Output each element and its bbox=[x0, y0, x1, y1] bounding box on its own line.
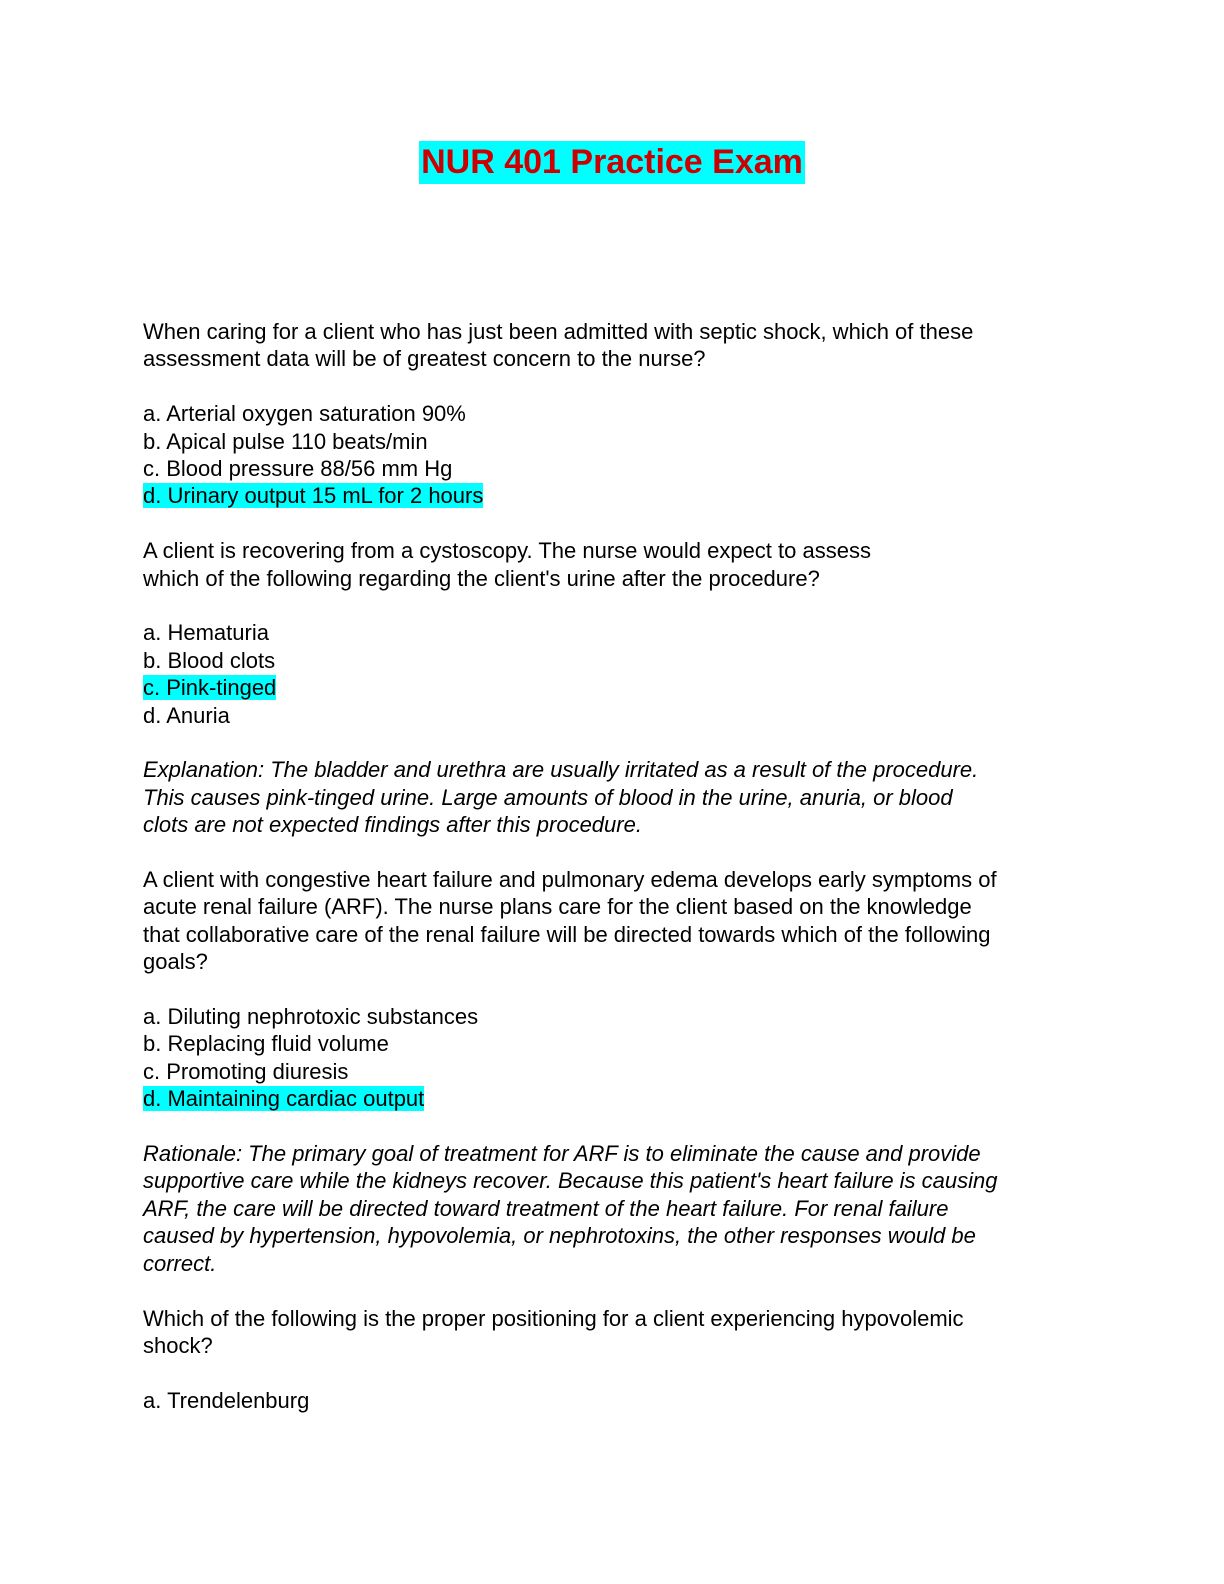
question-1-stem-line: When caring for a client who has just been admitted with septic shock, which of these bbox=[143, 319, 974, 344]
rationale-line: Rationale: The primary goal of treatment for ARF is to eliminate the cause and provide bbox=[143, 1141, 981, 1167]
explanation-line: Explanation: The bladder and urethra are usually irritated as a result of the procedure. bbox=[143, 757, 979, 783]
rationale-line: correct. bbox=[143, 1250, 217, 1276]
question-1-option-a: a. Arterial oxygen saturation 90% bbox=[143, 401, 466, 427]
question-4-stem-line: shock? bbox=[143, 1332, 213, 1358]
question-4-stem bbox=[143, 1305, 1103, 1360]
question-1-option-b: b. Apical pulse 110 beats/min bbox=[143, 428, 428, 454]
question-4-stem-line: Which of the following is the proper positioning for a client experiencing hypovolemic bbox=[143, 1305, 964, 1331]
question-2-explanation bbox=[143, 756, 1103, 838]
document-body bbox=[143, 318, 1103, 1442]
question-3-stem-line: that collaborative care of the renal failure will be directed towards which of the following bbox=[143, 921, 991, 947]
rationale-line: supportive care while the kidneys recover. Because this patient's heart failure is causing bbox=[143, 1168, 998, 1194]
question-1-stem-line: assessment data will be of greatest concern to the nurse? bbox=[143, 346, 706, 372]
question-3-stem-line: A client with congestive heart failure and pulmonary edema develops early symptoms of bbox=[143, 867, 997, 893]
question-3-rationale bbox=[143, 1140, 1103, 1277]
title-container bbox=[0, 141, 1224, 184]
question-2-stem-line: which of the following regarding the client's urine after the procedure? bbox=[143, 565, 820, 591]
question-2-option-b: b. Blood clots bbox=[143, 647, 276, 673]
question-3-option-b: b. Replacing fluid volume bbox=[143, 1031, 389, 1057]
explanation-line: clots are not expected findings after this procedure. bbox=[143, 812, 642, 838]
question-3-stem bbox=[143, 866, 1103, 976]
question-3-option-d-answer: d. Maintaining cardiac output bbox=[143, 1086, 425, 1112]
question-4-option-a: a. Trendelenburg bbox=[143, 1387, 310, 1413]
question-2-stem bbox=[143, 537, 1103, 592]
question-1-options bbox=[143, 400, 1103, 510]
question-3-option-c: c. Promoting diuresis bbox=[143, 1058, 349, 1084]
question-3-options bbox=[143, 1003, 1103, 1113]
question-2-stem-line: A client is recovering from a cystoscopy. The nurse would expect to assess bbox=[143, 538, 871, 564]
question-3-stem-line: goals? bbox=[143, 949, 208, 975]
question-1-stem bbox=[143, 318, 1103, 373]
question-2-options bbox=[143, 619, 1103, 729]
question-2-option-c-answer: c. Pink-tinged bbox=[143, 675, 277, 701]
question-3-option-a: a. Diluting nephrotoxic substances bbox=[143, 1004, 479, 1030]
explanation-line: This causes pink-tinged urine. Large amounts of blood in the urine, anuria, or blood bbox=[143, 784, 953, 810]
question-2-option-d: d. Anuria bbox=[143, 702, 230, 728]
question-2-option-a: a. Hematuria bbox=[143, 620, 269, 646]
rationale-line: caused by hypertension, hypovolemia, or nephrotoxins, the other responses would be bbox=[143, 1223, 976, 1249]
question-1-option-d-answer: d. Urinary output 15 mL for 2 hours bbox=[143, 483, 484, 509]
rationale-line: ARF, the care will be directed toward treatment of the heart failure. For renal failure bbox=[143, 1195, 949, 1221]
page-title: NUR 401 Practice Exam bbox=[419, 141, 805, 184]
question-3-stem-line: acute renal failure (ARF). The nurse plans care for the client based on the knowledge bbox=[143, 894, 972, 920]
question-4-options bbox=[143, 1387, 1103, 1414]
question-1-option-c: c. Blood pressure 88/56 mm Hg bbox=[143, 456, 453, 482]
